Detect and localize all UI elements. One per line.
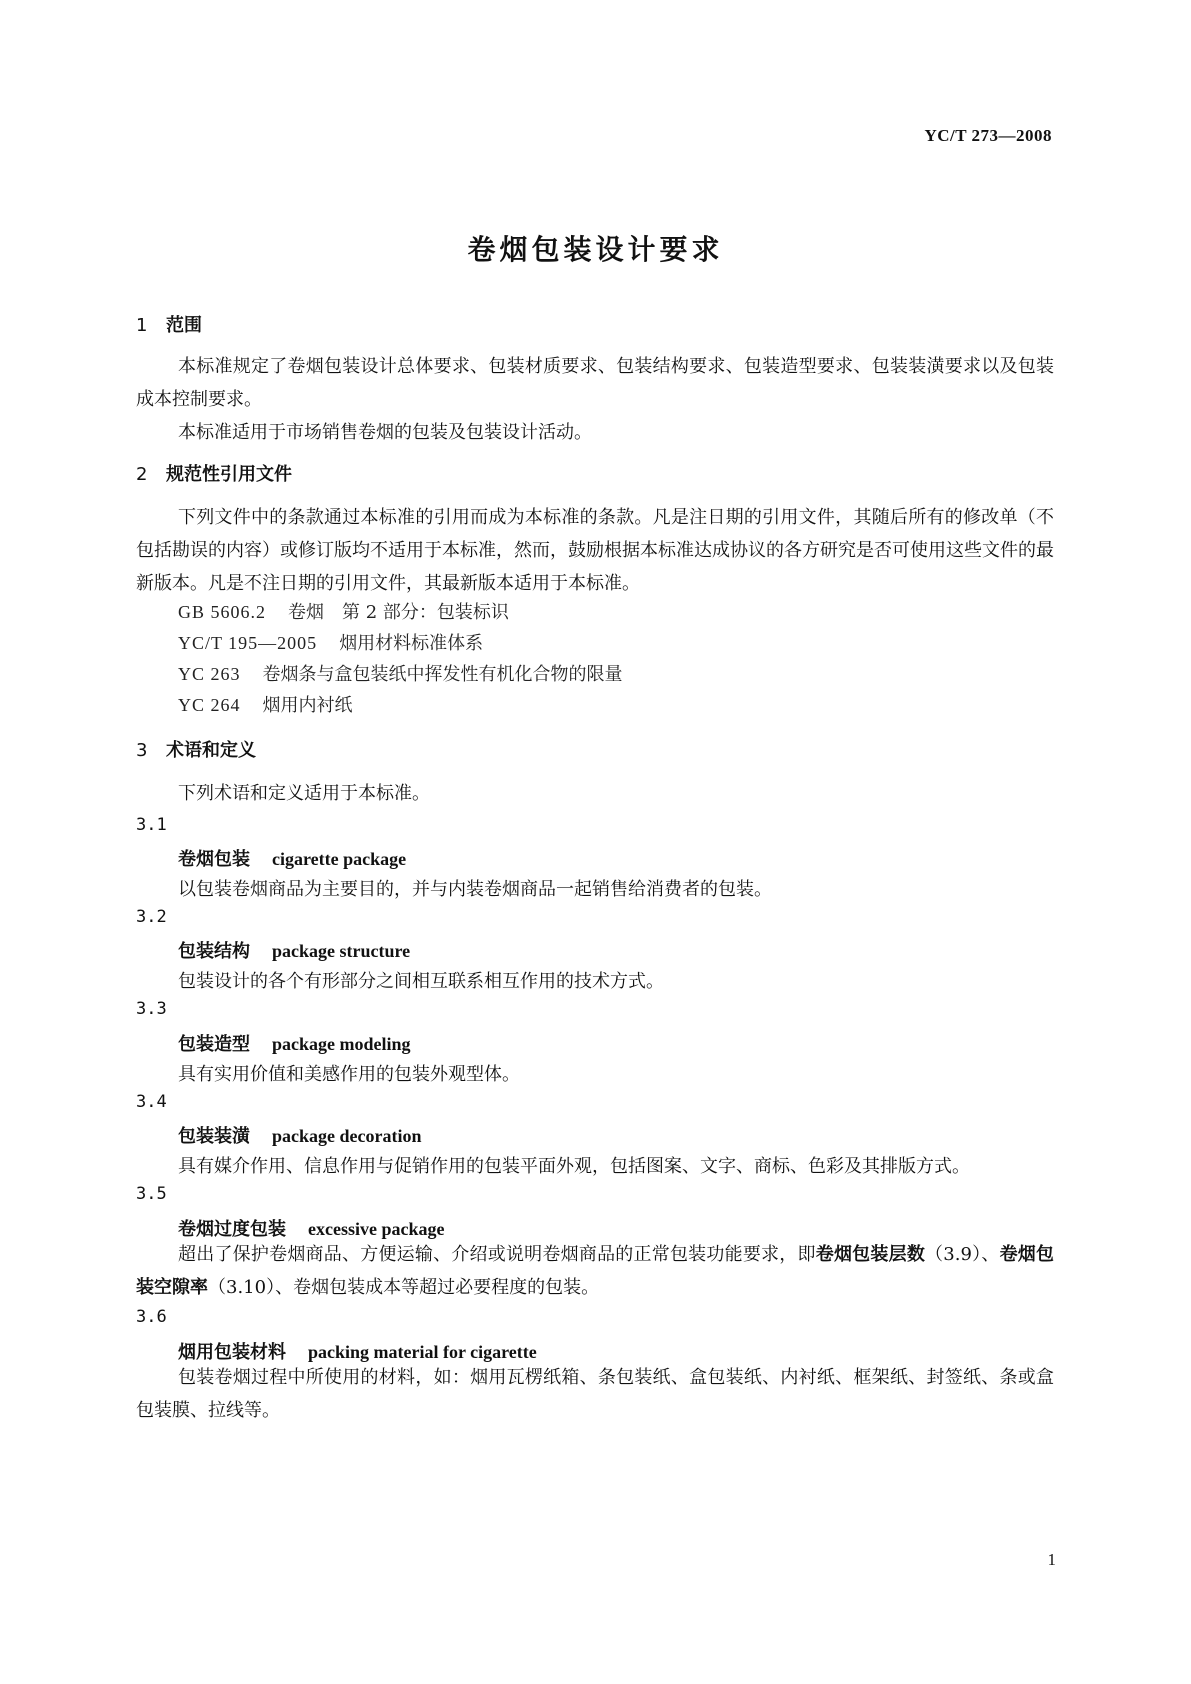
document-title: 卷烟包装设计要求 bbox=[467, 233, 724, 266]
section-2-heading bbox=[136, 460, 292, 486]
term-definition: 以包装卷烟商品为主要目的，并与内装卷烟商品一起销售给消费者的包装。 bbox=[178, 879, 772, 900]
reference-code: YC 263 bbox=[178, 664, 241, 684]
definition-text: （3.10）、卷烟包装成本等超过必要程度的包装。 bbox=[208, 1277, 600, 1298]
reference-title: 烟用内衬纸 bbox=[262, 695, 353, 716]
term-definition bbox=[136, 1361, 1054, 1427]
cross-reference-term: 卷烟包装层数 bbox=[815, 1244, 926, 1265]
normative-reference bbox=[178, 627, 483, 660]
reference-code: GB 5606.2 bbox=[178, 602, 267, 622]
term-number: 3.4 bbox=[136, 1092, 167, 1112]
term-number: 3.6 bbox=[136, 1307, 167, 1327]
section-title: 规范性引用文件 bbox=[166, 464, 292, 485]
term-number: 3.2 bbox=[136, 907, 167, 927]
section-1-heading bbox=[136, 311, 202, 337]
term-chinese: 烟用包装材料 bbox=[178, 1342, 286, 1363]
term-definition bbox=[136, 1238, 1054, 1304]
term-chinese: 卷烟包装 bbox=[178, 849, 250, 870]
term-heading bbox=[178, 845, 406, 871]
reference-title: 卷烟 第 2 部分：包装标识 bbox=[288, 602, 509, 623]
normative-reference bbox=[178, 658, 623, 691]
term-english: package structure bbox=[272, 941, 411, 961]
normative-reference bbox=[178, 689, 353, 722]
term-english: excessive package bbox=[308, 1219, 445, 1239]
term-english: package modeling bbox=[272, 1034, 411, 1054]
term-english: package decoration bbox=[272, 1126, 422, 1146]
term-english: cigarette package bbox=[272, 849, 407, 869]
term-english: packing material for cigarette bbox=[308, 1342, 537, 1362]
term-heading bbox=[178, 1030, 411, 1056]
definition-text: 超出了保护卷烟商品、方便运输、介绍或说明卷烟商品的正常包装功能要求，即 bbox=[178, 1244, 816, 1265]
section-3-intro: 下列术语和定义适用于本标准。 bbox=[178, 783, 430, 804]
section-3-heading bbox=[136, 736, 256, 762]
term-definition: 包装设计的各个有形部分之间相互联系相互作用的技术方式。 bbox=[178, 971, 664, 992]
term-number: 3.5 bbox=[136, 1184, 167, 1204]
reference-title: 烟用材料标准体系 bbox=[339, 633, 484, 654]
reference-code: YC/T 195—2005 bbox=[178, 633, 318, 653]
page-number: 1 bbox=[1047, 1550, 1056, 1569]
term-heading bbox=[178, 1122, 421, 1148]
term-number: 3.3 bbox=[136, 999, 167, 1019]
definition-text: （3.9）、 bbox=[925, 1244, 1000, 1265]
standard-code: YC/T 273—2008 bbox=[924, 126, 1052, 145]
paragraph: 本标准规定了卷烟包装设计总体要求、包装材质要求、包装结构要求、包装造型要求、包装装潢要求以及包装成本控制要求。 bbox=[136, 356, 1054, 410]
section-title: 范围 bbox=[166, 315, 202, 336]
term-chinese: 包装造型 bbox=[178, 1034, 250, 1055]
term-number: 3.1 bbox=[136, 815, 167, 835]
term-chinese: 包装结构 bbox=[178, 941, 250, 962]
section-1-body bbox=[136, 350, 1054, 449]
term-definition: 具有媒介作用、信息作用与促销作用的包装平面外观，包括图案、文字、商标、色彩及其排版方式。 bbox=[178, 1156, 970, 1177]
section-2-body bbox=[136, 501, 1054, 600]
term-chinese: 卷烟过度包装 bbox=[178, 1219, 286, 1240]
paragraph: 本标准适用于市场销售卷烟的包装及包装设计活动。 bbox=[178, 422, 592, 443]
cross-reference-term: 卷烟包装空隙率 bbox=[136, 1244, 1055, 1298]
paragraph: 下列文件中的条款通过本标准的引用而成为本标准的条款。凡是注日期的引用文件，其随后所有的修改单（不包括勘误的内容）或修订版均不适用于本标准，然而，鼓励根据本标准达成协议的各方研究是否可使用这些文件的最新版本。凡是不注日期的引用文件，其最新版本适用于本标准。 bbox=[136, 507, 1054, 594]
reference-code: YC 264 bbox=[178, 695, 241, 715]
reference-title: 卷烟条与盒包装纸中挥发性有机化合物的限量 bbox=[262, 664, 623, 685]
section-title: 术语和定义 bbox=[166, 740, 256, 761]
term-heading bbox=[178, 937, 410, 963]
definition-text: 包装卷烟过程中所使用的材料，如：烟用瓦楞纸箱、条包装纸、盒包装纸、内衬纸、框架纸、封签纸、条或盒包装膜、拉线等。 bbox=[136, 1367, 1054, 1421]
section-number: 1 bbox=[136, 315, 148, 336]
normative-reference bbox=[178, 596, 509, 629]
term-chinese: 包装装潢 bbox=[178, 1126, 250, 1147]
term-definition: 具有实用价值和美感作用的包装外观型体。 bbox=[178, 1064, 520, 1085]
section-number: 3 bbox=[136, 740, 148, 761]
section-number: 2 bbox=[136, 464, 148, 485]
